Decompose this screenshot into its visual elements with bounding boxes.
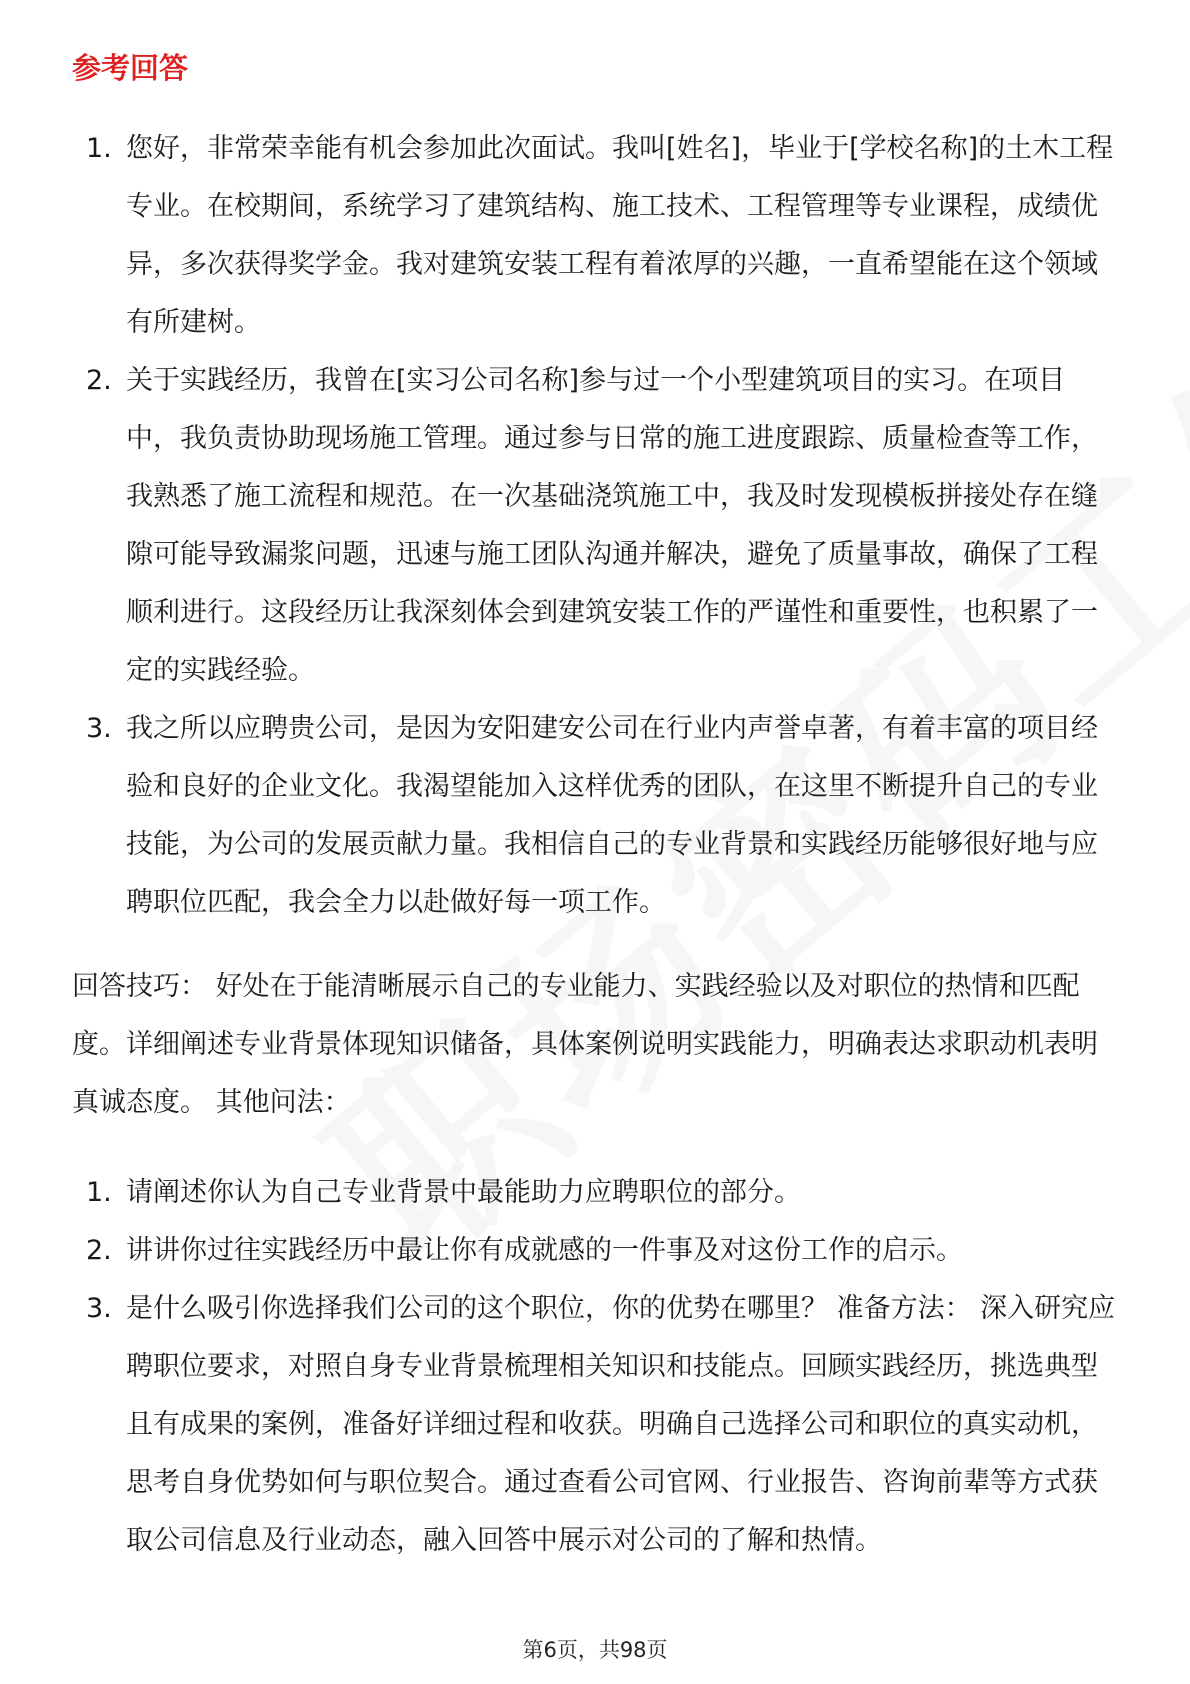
question-text: 请阐述你认为自己专业背景中最能助力应聘职位的部分。 bbox=[126, 1177, 801, 1208]
list-number: 1. bbox=[86, 133, 112, 164]
section-title: 参考回答 bbox=[72, 51, 189, 85]
answer-item-2 bbox=[0, 352, 1190, 700]
answer-text: 关于实践经历，我曾在[实习公司名称]参与过一个小型建筑项目的实习。在项目中，我负责协助现场施工管理。通过参与日常的施工进度跟踪、质量检查等工作，我熟悉了施工流程和规范。在一次基础浇筑施工中，我及时发现模板拼接处存在缝隙可能导致漏浆问题，迅速与施工团队沟通并解决，避免了质量事故，确保了工程顺利进行。这段经历让我深刻体会到建筑安装工作的严谨性和重要性，也积累了一定的实践经验。 bbox=[126, 365, 1098, 686]
answer-item-3 bbox=[0, 700, 1190, 932]
alternative-questions-list bbox=[0, 1164, 1190, 1570]
list-number: 2. bbox=[86, 365, 112, 396]
answer-text: 我之所以应聘贵公司，是因为安阳建安公司在行业内声誉卓著，有着丰富的项目经验和良好的企业文化。我渴望能加入这样优秀的团队，在这里不断提升自己的专业技能，为公司的发展贡献力量。我相信自己的专业背景和实践经历能够很好地与应聘职位匹配，我会全力以赴做好每一项工作。 bbox=[126, 713, 1098, 918]
answer-item-1 bbox=[0, 120, 1190, 352]
list-number: 3. bbox=[86, 1293, 112, 1324]
question-text: 讲讲你过往实践经历中最让你有成就感的一件事及对这份工作的启示。 bbox=[126, 1235, 963, 1266]
list-number: 2. bbox=[86, 1235, 112, 1266]
list-number: 3. bbox=[86, 713, 112, 744]
question-item-2 bbox=[0, 1222, 1190, 1280]
question-item-3 bbox=[0, 1280, 1190, 1570]
question-item-1 bbox=[0, 1164, 1190, 1222]
answer-text: 您好，非常荣幸能有机会参加此次面试。我叫[姓名]，毕业于[学校名称]的土木工程专业。在校期间，系统学习了建筑结构、施工技术、工程管理等专业课程，成绩优异，多次获得奖学金。我对建筑安装工程有着浓厚的兴趣，一直希望能在这个领域有所建树。 bbox=[126, 133, 1114, 338]
answer-tips-paragraph: 回答技巧： 好处在于能清晰展示自己的专业能力、实践经验以及对职位的热情和匹配度。详细阐述专业背景体现知识储备，具体案例说明实践能力，明确表达求职动机表明真诚态度。 其他问法： bbox=[72, 971, 1098, 1118]
question-text: 是什么吸引你选择我们公司的这个职位，你的优势在哪里？ 准备方法： 深入研究应聘职位要求，对照自身专业背景梳理相关知识和技能点。回顾实践经历，挑选典型且有成果的案例，准备好详细过程和收获。明确自己选择公司和职位的真实动机，思考自身优势如何与职位契合。通过查看公司官网、行业报告、咨询前辈等方式获取公司信息及行业动态，融入回答中展示对公司的了解和热情。 bbox=[126, 1293, 1116, 1556]
page-footer: 第6页，共98页 bbox=[522, 1638, 668, 1662]
list-number: 1. bbox=[86, 1177, 112, 1208]
answer-list bbox=[0, 120, 1190, 932]
